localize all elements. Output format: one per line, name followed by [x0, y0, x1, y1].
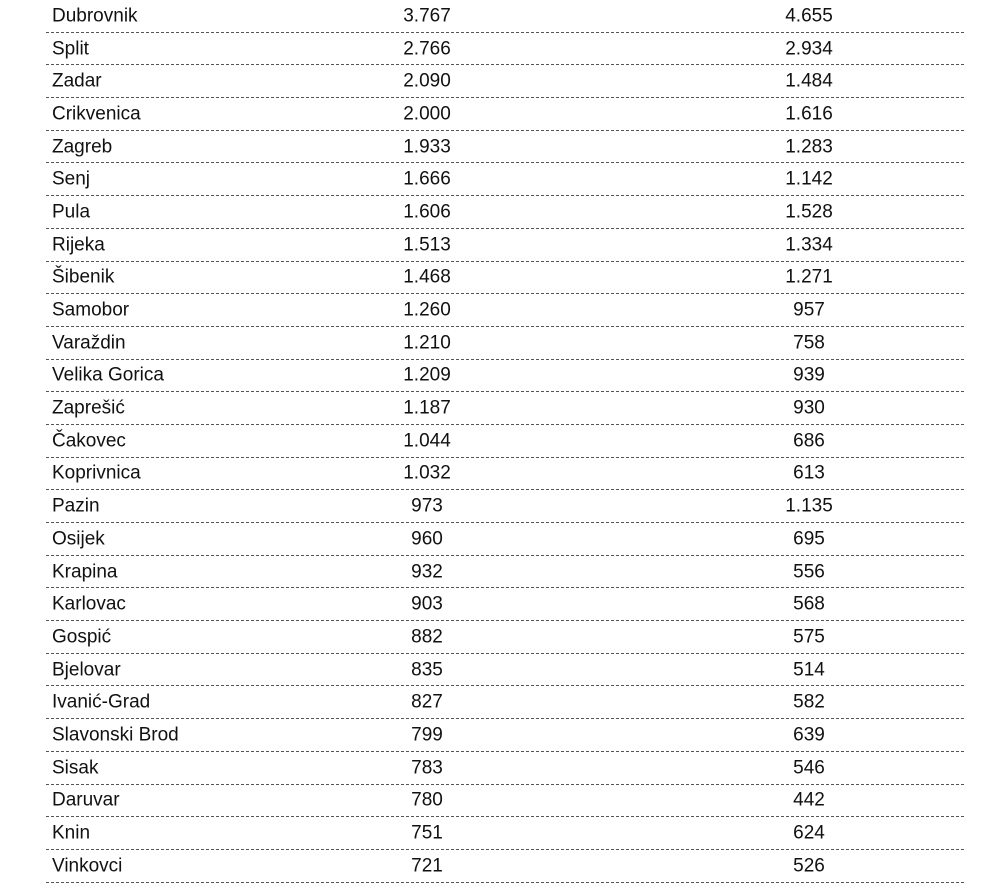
- data-table: [46, 0, 964, 883]
- value-column-2: 1.283: [785, 136, 833, 158]
- value-column-1: 932: [411, 561, 443, 583]
- value-column-2: 624: [793, 822, 825, 844]
- table-row: [46, 65, 964, 98]
- value-column-1: 2.766: [403, 38, 451, 60]
- table-row: [46, 785, 964, 818]
- table-row: [46, 229, 964, 262]
- table-row: [46, 0, 964, 33]
- table-row: [46, 556, 964, 589]
- value-column-1: 1.032: [403, 462, 451, 484]
- value-column-2: 4.655: [785, 5, 833, 27]
- table-row: [46, 588, 964, 621]
- value-column-1: 1.044: [403, 430, 451, 452]
- city-name: Čakovec: [52, 430, 126, 452]
- value-column-2: 1.528: [785, 201, 833, 223]
- table-row: [46, 523, 964, 556]
- table-row: [46, 98, 964, 131]
- value-column-1: 1.933: [403, 136, 451, 158]
- value-column-1: 1.187: [403, 397, 451, 419]
- table-row: [46, 850, 964, 883]
- city-name: Crikvenica: [52, 103, 141, 125]
- city-name: Šibenik: [52, 266, 115, 288]
- city-name: Osijek: [52, 528, 105, 550]
- table-row: [46, 327, 964, 360]
- city-name: Pazin: [52, 495, 100, 517]
- value-column-1: 903: [411, 593, 443, 615]
- city-name: Koprivnica: [52, 462, 141, 484]
- table-row: [46, 719, 964, 752]
- value-column-1: 1.513: [403, 234, 451, 256]
- city-name: Samobor: [52, 299, 130, 321]
- city-name: Bjelovar: [52, 659, 121, 681]
- table-row: [46, 262, 964, 295]
- value-column-2: 556: [793, 561, 825, 583]
- city-name: Velika Gorica: [52, 364, 164, 386]
- value-column-2: 514: [793, 659, 825, 681]
- value-column-1: 1.210: [403, 332, 451, 354]
- value-column-1: 799: [411, 724, 443, 746]
- value-column-2: 957: [793, 299, 825, 321]
- value-column-1: 721: [411, 855, 443, 877]
- table-row: [46, 425, 964, 458]
- table-row: [46, 33, 964, 66]
- value-column-2: 1.142: [785, 168, 833, 190]
- table-row: [46, 686, 964, 719]
- value-column-2: 758: [793, 332, 825, 354]
- city-name: Vinkovci: [52, 855, 123, 877]
- value-column-2: 568: [793, 593, 825, 615]
- city-name: Rijeka: [52, 234, 105, 256]
- city-name: Pula: [52, 201, 91, 223]
- city-name: Knin: [52, 822, 91, 844]
- city-name: Daruvar: [52, 789, 120, 811]
- city-name: Senj: [52, 168, 91, 190]
- value-column-1: 783: [411, 757, 443, 779]
- value-column-2: 546: [793, 757, 825, 779]
- city-name: Zadar: [52, 70, 102, 92]
- value-column-1: 1.209: [403, 364, 451, 386]
- value-column-1: 1.606: [403, 201, 451, 223]
- value-column-2: 582: [793, 691, 825, 713]
- value-column-1: 835: [411, 659, 443, 681]
- table-row: [46, 392, 964, 425]
- value-column-2: 695: [793, 528, 825, 550]
- table-row: [46, 131, 964, 164]
- city-name: Sisak: [52, 757, 99, 779]
- value-column-2: 639: [793, 724, 825, 746]
- value-column-1: 751: [411, 822, 443, 844]
- value-column-2: 939: [793, 364, 825, 386]
- table-row: [46, 196, 964, 229]
- city-name: Ivanić-Grad: [52, 691, 151, 713]
- table-row: [46, 490, 964, 523]
- value-column-1: 1.666: [403, 168, 451, 190]
- value-column-1: 2.090: [403, 70, 451, 92]
- value-column-2: 1.334: [785, 234, 833, 256]
- value-column-1: 2.000: [403, 103, 451, 125]
- value-column-1: 1.260: [403, 299, 451, 321]
- value-column-2: 1.484: [785, 70, 833, 92]
- city-name: Dubrovnik: [52, 5, 138, 27]
- value-column-2: 526: [793, 855, 825, 877]
- value-column-2: 1.616: [785, 103, 833, 125]
- city-name: Split: [52, 38, 89, 60]
- value-column-2: 613: [793, 462, 825, 484]
- table-row: [46, 817, 964, 850]
- value-column-1: 780: [411, 789, 443, 811]
- city-name: Karlovac: [52, 593, 126, 615]
- table-row: [46, 621, 964, 654]
- table-row: [46, 294, 964, 327]
- city-name: Gospić: [52, 626, 112, 648]
- city-name: Slavonski Brod: [52, 724, 179, 746]
- value-column-2: 1.271: [785, 266, 833, 288]
- value-column-1: 973: [411, 495, 443, 517]
- value-column-1: 960: [411, 528, 443, 550]
- city-name: Krapina: [52, 561, 118, 583]
- table-row: [46, 163, 964, 196]
- value-column-2: 2.934: [785, 38, 833, 60]
- value-column-2: 930: [793, 397, 825, 419]
- table-row: [46, 458, 964, 491]
- city-name: Varaždin: [52, 332, 126, 354]
- value-column-2: 442: [793, 789, 825, 811]
- value-column-1: 827: [411, 691, 443, 713]
- value-column-1: 882: [411, 626, 443, 648]
- value-column-1: 1.468: [403, 266, 451, 288]
- table-row: [46, 654, 964, 687]
- table-row: [46, 360, 964, 393]
- value-column-2: 686: [793, 430, 825, 452]
- table-row: [46, 752, 964, 785]
- value-column-1: 3.767: [403, 5, 451, 27]
- value-column-2: 575: [793, 626, 825, 648]
- city-name: Zagreb: [52, 136, 113, 158]
- city-name: Zaprešić: [52, 397, 125, 419]
- value-column-2: 1.135: [785, 495, 833, 517]
